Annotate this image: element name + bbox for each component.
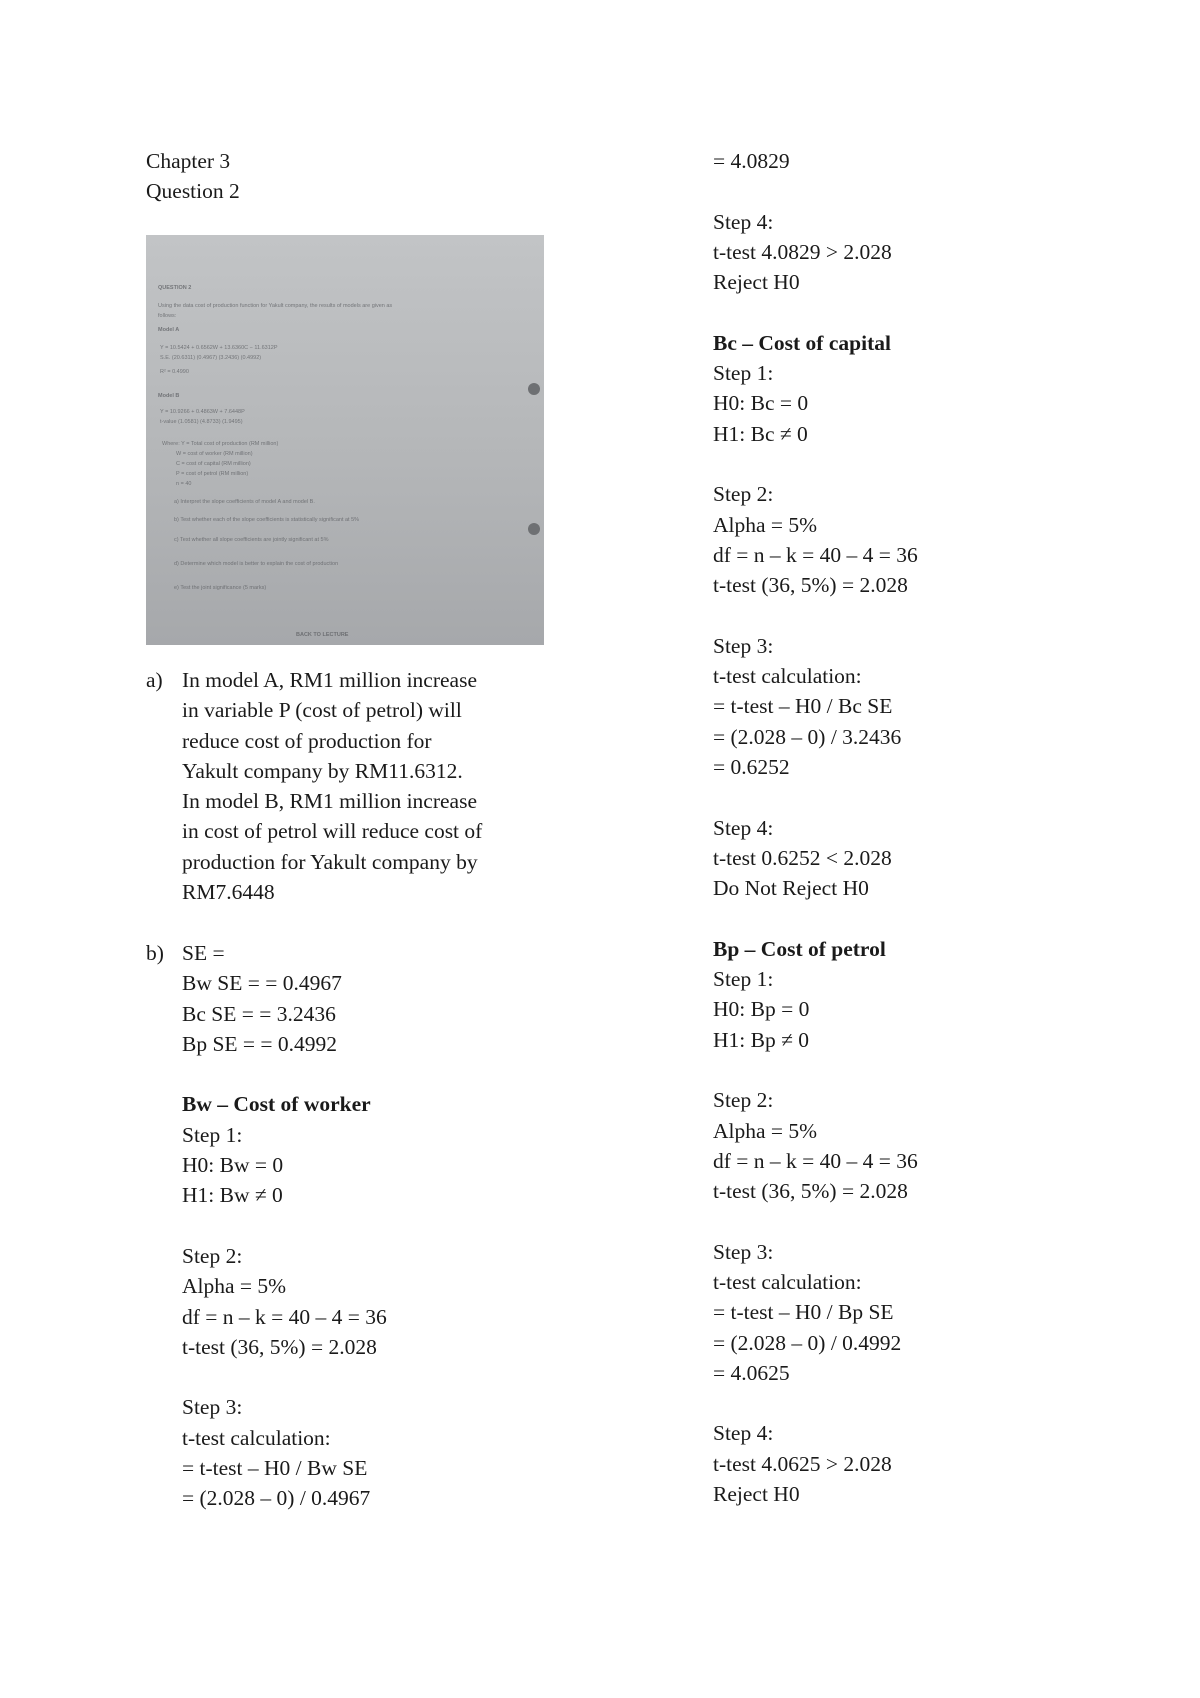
step-line: Step 2:	[713, 482, 774, 507]
photo-text: a) Interpret the slope coefficients of model A and model B.	[174, 499, 315, 505]
photo-text: S.E. (20.6311) (0.4967) (3.2436) (0.4992)	[160, 355, 262, 361]
answer-a-line: Yakult company by RM11.6312.	[182, 758, 463, 783]
photo-text: Using the data cost of production function for Yakult company, the results of models are given as	[158, 303, 393, 309]
photo-text: QUESTION 2	[158, 285, 192, 291]
step-line: Step 4:	[713, 209, 774, 234]
step-line: Step 3:	[713, 1239, 774, 1264]
photo-text: Model B	[158, 393, 180, 399]
photo-text: e) Test the joint significance (5 marks)	[174, 585, 267, 591]
bw-heading: Bw – Cost of worker	[182, 1092, 371, 1117]
answer-b-label: b)	[146, 941, 164, 965]
step-line: Step 3:	[182, 1395, 243, 1420]
step-line: Step 2:	[182, 1243, 243, 1268]
photo-text: W = cost of worker (RM million)	[176, 451, 253, 457]
step-line: t-test 0.6252 < 2.028	[713, 845, 892, 870]
photo-text: Where: Y = Total cost of production (RM million)	[162, 441, 279, 447]
step-line: = 0.6252	[713, 754, 790, 779]
answer-a-line: in variable P (cost of petrol) will	[182, 698, 462, 723]
step-line: H1: Bc ≠ 0	[713, 421, 808, 446]
step-line: H0: Bw = 0	[182, 1153, 284, 1178]
answer-a-line: In model A, RM1 million increase	[182, 668, 477, 692]
answer-a-line: RM7.6448	[182, 880, 275, 905]
chapter-title: Chapter 3	[146, 149, 231, 173]
step-line: Step 3:	[713, 633, 774, 658]
bw-result: = 4.0829	[713, 149, 790, 173]
photo-text: R² = 0.4990	[160, 369, 189, 375]
step-line: Alpha = 5%	[713, 1118, 818, 1143]
question-title: Question 2	[146, 179, 240, 204]
question-photo	[146, 235, 544, 645]
step-line: Do Not Reject H0	[713, 876, 869, 901]
step-line: H0: Bc = 0	[713, 391, 809, 416]
photo-text: C = cost of capital (RM million)	[176, 461, 251, 467]
binder-hole-icon	[528, 523, 540, 535]
step-line: t-test (36, 5%) = 2.028	[713, 573, 908, 598]
step-line: H1: Bw ≠ 0	[182, 1183, 283, 1208]
photo-text: P = cost of petrol (RM million)	[176, 471, 249, 477]
step-line: Alpha = 5%	[713, 512, 818, 537]
answer-b-body	[182, 938, 387, 1514]
step-line: Step 1:	[713, 361, 774, 386]
step-line: Step 1:	[713, 967, 774, 992]
step-line: = (2.028 – 0) / 3.2436	[713, 724, 902, 749]
step-line: Step 4:	[713, 815, 774, 840]
answer-a-label: a)	[146, 668, 163, 692]
step-line: = (2.028 – 0) / 0.4992	[713, 1330, 902, 1355]
answer-a-line: reduce cost of production for	[182, 728, 432, 753]
answer-a-line: In model B, RM1 million increase	[182, 789, 477, 814]
se-line: Bc SE = = 3.2436	[182, 1001, 336, 1026]
bc-heading: Bc – Cost of capital	[713, 330, 891, 355]
photo-text: d) Determine which model is better to explain the cost of production	[174, 561, 339, 567]
photo-text: follows:	[158, 313, 177, 319]
binder-hole-icon	[528, 383, 540, 395]
bp-heading: Bp – Cost of petrol	[713, 936, 886, 961]
photo-text: Model A	[158, 327, 180, 333]
photo-text: c) Test whether all slope coefficients are jointly significant at 5%	[174, 537, 329, 543]
step-line: t-test calculation:	[713, 1269, 862, 1294]
se-line: SE =	[182, 941, 225, 965]
answer-a-body	[182, 665, 482, 907]
step-line: H0: Bp = 0	[713, 997, 810, 1022]
step-line: Alpha = 5%	[182, 1274, 287, 1299]
photo-text: t-value (1.0581) (4.8733) (1.9495)	[160, 419, 243, 425]
photo-text: Y = 10.5424 + 0.6562W + 13.6360C − 11.6312P	[160, 345, 278, 351]
right-column	[713, 146, 1153, 1509]
step-line: t-test (36, 5%) = 2.028	[182, 1334, 377, 1359]
step-line: df = n – k = 40 – 4 = 36	[713, 1148, 918, 1173]
step-line: Step 2:	[713, 1088, 774, 1113]
step-line: Reject H0	[713, 270, 800, 295]
step-line: Reject H0	[713, 1482, 800, 1507]
photo-text: BACK TO LECTURE	[296, 632, 349, 638]
se-line: Bp SE = = 0.4992	[182, 1031, 338, 1056]
step-line: = t-test – H0 / Bp SE	[713, 1300, 894, 1325]
step-line: df = n – k = 40 – 4 = 36	[713, 542, 918, 567]
step-line: t-test calculation:	[713, 664, 862, 689]
step-line: df = n – k = 40 – 4 = 36	[182, 1304, 387, 1329]
answer-a-line: in cost of petrol will reduce cost of	[182, 819, 483, 844]
step-line: Step 4:	[713, 1421, 774, 1446]
step-line: t-test (36, 5%) = 2.028	[713, 1179, 908, 1204]
step-line: t-test calculation:	[182, 1425, 331, 1450]
photo-text: b) Test whether each of the slope coefficients is statistically significant at 5%	[174, 517, 360, 523]
step-line: = t-test – H0 / Bw SE	[182, 1456, 368, 1481]
photo-text: n = 40	[176, 481, 192, 487]
step-line: H1: Bp ≠ 0	[713, 1027, 810, 1052]
step-line: = (2.028 – 0) / 0.4967	[182, 1486, 371, 1511]
step-line: t-test 4.0625 > 2.028	[713, 1451, 892, 1476]
se-line: Bw SE = = 0.4967	[182, 971, 342, 996]
step-line: = 4.0625	[713, 1360, 790, 1385]
step-line: t-test 4.0829 > 2.028	[713, 239, 892, 264]
photo-text: Y = 10.9266 + 0.4863W + 7.6448P	[160, 409, 245, 415]
step-line: = t-test – H0 / Bc SE	[713, 694, 893, 719]
answer-a-line: production for Yakult company by	[182, 849, 478, 874]
step-line: Step 1:	[182, 1122, 243, 1147]
